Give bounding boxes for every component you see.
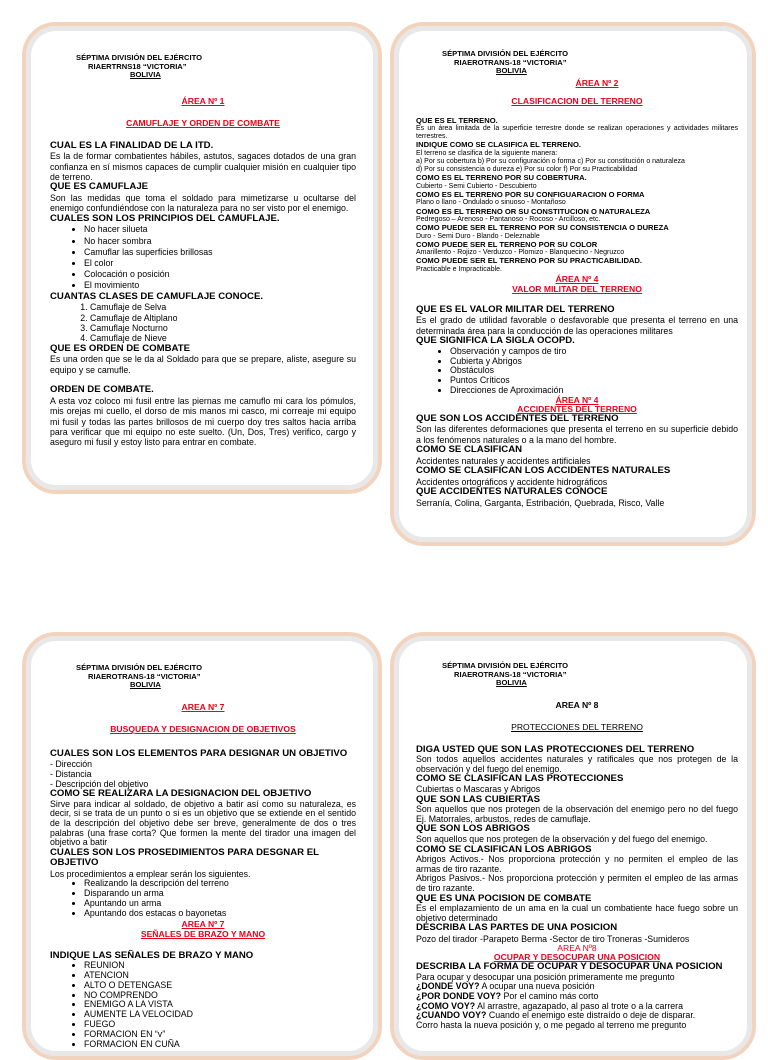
answer-question: ¿POR DONDE VOY? [416,991,502,1002]
question: COMO ES EL TERRENO POR SU COBERTURA. [416,173,587,183]
area-title: ÁREA Nº 4 [555,394,599,405]
list-item: • ALTO O DETENGASE [84,981,356,991]
ocopd-list [416,347,738,396]
list-item: • Apuntando un arma [84,899,356,909]
header-line-3: BOLIVIA [130,70,161,80]
section-title: VALOR MILITAR DEL TERRENO [512,284,642,295]
answer: d) Por su consistencia o dureza e) Por su color f) Por su Practicabilidad [416,166,638,174]
section-title: BUSQUEDA Y DESIGNACION DE OBJETIVOS [110,724,296,735]
area-title: AREA Nº 7 [181,918,225,929]
list-item: • REUNION [84,961,356,971]
question: COMO SE CLASIFICAN [416,444,523,456]
signals-list [50,961,356,1049]
area-title: ÁREA Nº 2 [575,77,619,88]
answer: Accidentes ortográficos y accidente hidrográficos [416,476,608,487]
card-area-7-content [50,664,356,1056]
answer: Abrigos Pasivos.- Nos proporciona protección y permiten el empleo de las armas de tiro razante. [416,873,738,893]
list-item: • Cubierta y Abrigos [450,357,738,367]
card-area-7 [22,632,382,1060]
answer: Duro - Semi Duro - Blando - Deleznable [416,232,540,240]
question: QUE ES EL VALOR MILITAR DEL TERRENO [416,303,615,315]
question: COMO SE CLASIFICAN LOS ACCIDENTES NATURALES [416,465,671,477]
answer-question: ¿DONDE VOY? [416,981,480,992]
section-title: SEÑALES DE BRAZO Y MANO [140,928,266,939]
list-item: • Obstáculos [450,366,738,376]
list-item: • AUMENTE LA VELOCIDAD [84,1010,356,1020]
area-title: AREA Nº 7 [181,701,225,712]
header-line-1: SÉPTIMA DIVISIÓN DEL EJÉRCITO [76,663,203,672]
list-item: • Observación y campos de tiro [450,347,738,357]
question: QUE ES EL TERRENO. [416,115,498,125]
card-area-2 [390,22,756,546]
list-item: - Descripción del objetivo [50,779,149,790]
list-item: • Realizando la descripción del terreno [84,879,356,889]
list-item: - Dirección [50,759,93,770]
answer: Cubierto - Semi Cubierto - Descubierto [416,182,537,190]
header-line-1: SÉPTIMA DIVISIÓN DEL EJÉRCITO [442,661,569,670]
section-title: CLASIFICACION DEL TERRENO [511,96,643,107]
list-item: • Puntos Críticos [450,376,738,386]
section-title: CAMUFLAJE Y ORDEN DE COMBATE [126,118,280,129]
area-title: ÁREA Nº 1 [181,95,225,106]
question: COMO SE CLASIFICAN LOS ABRIGOS [416,843,592,855]
answer: El terreno se clasifica de la siguiente manera: [416,149,558,157]
card-area-8 [390,632,756,1060]
question: DIGA USTED QUE SON LAS PROTECCIONES DEL TERRENO [416,743,695,755]
answer: Es el emplazamiento de un ama en la cual un combatiente hace fuego sobre un objetivo determinado [416,903,738,923]
list-item: • FORMACION EN CUÑA [84,1040,356,1050]
question: DESCRIBA LA FORMA DE OCUPAR Y DESOCUPAR UNA POSICION [416,961,723,973]
question: COMO PUEDE SER EL TERRENO POR SU CONSISTENCIA O DUREZA [416,223,669,233]
list-item: • ATENCION [84,971,356,981]
answer: Sirve para indicar al soldado, de objetivo a batir así como su naturaleza, es decir, si se trata de un punto o si es un objetivo que se extiende en el sentido de la descripción del objetivo debe ser breve, generalmente de dos o tres palabras (una frase corta? Que formen la mente del tirador una imagen del objetivo a batir [50,798,356,848]
question: QUE ES CAMUFLAJE [50,181,149,193]
answer: a) Por su cobertura b) Por su configuración o forma c) Por su constitución o naturaleza [416,158,685,166]
card-header [442,50,738,76]
list-item: 4. Camuflaje de Nieve [90,333,356,343]
header-line-2: RIAERTRNS18 “VICTORIA” [88,61,187,71]
list-item: • No hacer silueta [84,224,356,235]
elements-list [50,759,356,789]
list-item: - Distancia [50,769,92,780]
question: QUE SON LOS ACCIDENTES DEL TERRENO [416,412,619,424]
answer: Los procedimientos a emplear serán los siguientes. [50,868,251,879]
card-header [76,54,356,80]
answer-text: Por el camino más corto [501,991,599,1002]
header-line-2: RIAEROTRANS-18 “VICTORIA” [88,671,201,681]
question: QUE SON LOS ABRIGOS [416,823,530,835]
answer: Es un área limitada de la superficie terrestre donde se realizan operaciones y actividades militares terrestres. [416,125,738,141]
list-item: • ENEMIGO A LA VISTA [84,1000,356,1010]
list-item: • No hacer sombra [84,236,356,247]
question: COMO ES EL TERRENO POR SU CONFIGUARACION O FORMA [416,190,645,200]
answer: Es el grado de utilidad favorable o desfavorable que presenta el terreno en una determinada área para la conducción de las operaciones militares [416,315,738,336]
card-header [76,664,356,690]
list-item: • El movimiento [84,280,356,291]
classes-list [50,302,356,344]
answer: Para ocupar y desocupar una posición primeramente me pregunto [416,971,675,982]
list-item: • FORMACION EN “v” [84,1030,356,1040]
answer-question: ¿CUANDO VOY? [416,1010,487,1021]
area-title: AREA Nº 8 [555,699,599,710]
answer: A esta voz coloco mi fusil entre las piernas me camuflo mi cara los pómulos, mis orejas mi cuello, el dorso de mis manos mi casco, mi correaje mi equipo mi fusil y todas las partes brillosos de mi cuerpo doy tres saltos hacia arriba para verificar que mi equipo no este suelto. (Un, Dos, Tres) verifico, cargo y aseguro mi fusil y estoy listo para entrar en combate. [50,395,356,448]
area-title: ÁREA Nº 4 [555,274,599,285]
answer: Amarillento - Rojizo - Verduzco - Plomizo - Blanquecino - Negruzco [416,249,625,257]
list-item: • Camuflar las superficies brillosas [84,247,356,258]
card-header [442,662,738,688]
list-item: • Colocación o posición [84,269,356,280]
question: INDIQUE COMO SE CLASIFICA EL TERRENO. [416,140,581,150]
question: COMO PUEDE SER EL TERRENO POR SU PRACTICABILIDAD. [416,256,643,266]
answer: Corro hasta la nueva posición y, o me pegado al terreno me pregunto [416,1019,687,1030]
question: QUE ACCIDENTES NATURALES CONOCE [416,486,608,498]
question: CUANTAS CLASES DE CAMUFLAJE CONOCE. [50,290,264,302]
card-area-1 [22,22,382,494]
list-item: • Apuntando dos estacas o bayonetas [84,909,356,919]
section-title: OCUPAR Y DESOCUPAR UNA POSICION [493,952,661,963]
section-title: PROTECCIONES DEL TERRENO [511,722,643,733]
list-item: • NO COMPRENDO [84,991,356,1001]
answer: Son aquellos que nos protegen de la observación del enemigo pero no del fuego Ej. Matorrales, arbustos, redes de camuflaje. [416,804,738,824]
header-line-1: SÉPTIMA DIVISIÓN DEL EJÉRCITO [76,53,203,62]
answer: Son aquellos que nos protegen de la observación y del fuego del enemigo. [416,833,708,844]
question: QUE ES ORDEN DE COMBATE [50,342,191,354]
answer: Pedregoso – Arenoso - Pantanoso - Rocoso - Arcilloso, etc. [416,216,601,224]
answer: Es la de formar combatientes hábiles, astutos, sagaces dotados de una gran confianza en sí mismos capaces de cumplir cualquier misión en cualquier tipo de terreno. [50,151,356,182]
card-area-2-content [416,50,738,532]
answer: Cubiertas o Mascaras y Abrigos [416,783,541,794]
question: CUALES SON LOS ELEMENTOS PARA DESIGNAR UN OBJETIVO [50,747,348,759]
card-area-8-content [416,662,738,1056]
question: INDIQUE LAS SEÑALES DE BRAZO Y MANO [50,949,254,961]
header-line-3: BOLIVIA [496,678,527,688]
section-title: ACCIDENTES DEL TERRENO [517,403,637,414]
header-line-2: RIAEROTRANS-18 “VICTORIA” [454,57,567,67]
list-item: • El color [84,258,356,269]
answer-question: ¿COMO VOY? [416,1000,476,1011]
header-line-3: BOLIVIA [496,66,527,76]
question: QUE ES UNA POCISION DE COMBATE [416,892,592,904]
area-title: AREA Nº8 [557,943,597,954]
answer-text: Al arrastre, agazapado, al paso al trote o a la carrera [475,1000,683,1011]
header-line-1: SÉPTIMA DIVISIÓN DEL EJÉRCITO [442,49,569,58]
answer: Serranía, Colina, Garganta, Estribación, Quebrada, Risco, Valle [416,497,665,508]
principles-list [50,224,356,291]
list-item: 2. Camuflaje de Altiplano [90,313,356,323]
question: QUE SIGNIFICA LA SIGLA OCOPD. [416,335,575,347]
question: COMO SE REALIZARA LA DESIGNACION DEL OBJETIVO [50,788,312,800]
list-item: • FUEGO [84,1020,356,1030]
answer: Practicable e Impracticable. [416,265,502,273]
header-line-3: BOLIVIA [130,680,161,690]
answer: Pozo del tirador -Parapeto Berma -Sector de tiro Troneras -Sumideros [416,933,690,944]
question: CUAL ES LA FINALIDAD DE LA ITD. [50,139,214,151]
answer-text: A ocupar una nueva posición [479,981,595,992]
list-item: 1. Camuflaje de Selva [90,302,356,312]
answer: Plano o llano - Ondulado o sinuoso - Montañoso [416,199,566,207]
answer-text: Cuando el enemigo este distraído o deje de disparar. [486,1010,696,1021]
answer: Es una orden que se le da al Soldado para que se prepare, aliste, asegure su equipo y se camufle. [50,354,356,375]
answer: Son las medidas que toma el soldado para mimetizarse u ocultarse del enemigo confundiéndose con la naturaleza para no ser visto por el enemigo. [50,193,356,214]
question: COMO SE CLASIFICAN LAS PROTECCIONES [416,773,624,785]
list-item: • Disparando un arma [84,889,356,899]
card-area-1-content [50,54,356,480]
answer: Son todos aquellos accidentes naturales y ratificales que nos protegen de la observación y del fuego del enemigo. [416,754,738,774]
answer: Abrigos Activos.- Nos proporciona protección y no permiten el empleo de las armas de tiro razante. [416,854,738,874]
answer: Son las diferentes deformaciones que presenta el terreno en su superficie debido a los fenómenos naturales o a la mano del hombre. [416,424,738,445]
header-line-2: RIAEROTRANS-18 “VICTORIA” [454,669,567,679]
list-item: • Direcciones de Aproximación [450,386,738,396]
question: ORDEN DE COMBATE. [50,384,154,396]
question: COMO ES EL TERRENO OR SU CONSTITUCION O NATURALEZA [416,206,651,216]
question: COMO PUEDE SER EL TERRENO POR SU COLOR [416,239,598,249]
question: DESCRIBA LAS PARTES DE UNA POSICION [416,922,618,934]
procedures-list [50,879,356,918]
question: CUALES SON LOS PROSEDIMIENTOS PARA DESGNAR EL OBJETIVO [50,846,319,869]
question: QUE SON LAS CUBIERTAS [416,793,541,805]
list-item: 3. Camuflaje Nocturno [90,323,356,333]
question: CUALES SON LOS PRINCIPIOS DEL CAMUFLAJE. [50,212,280,224]
answer: Accidentes naturales y accidentes artificiales [416,455,591,466]
